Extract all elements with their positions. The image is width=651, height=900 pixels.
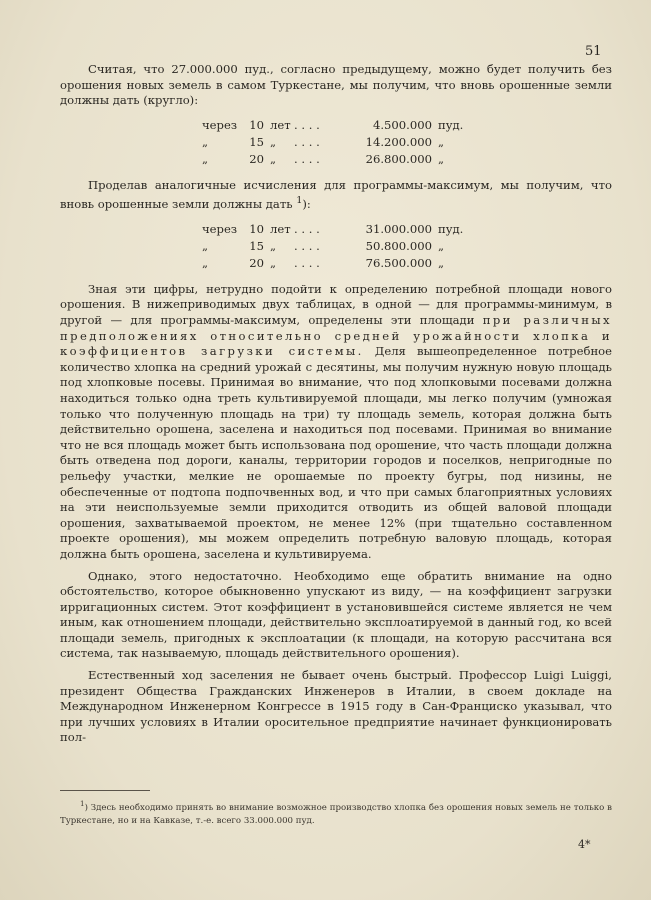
body-text — [60, 62, 612, 752]
table-cell: 20 — [249, 151, 264, 166]
table-row — [202, 117, 612, 134]
paragraph-2-tail: ): — [302, 197, 311, 212]
table-cell: „ — [270, 255, 277, 270]
table-cell: „ — [438, 238, 445, 253]
table-cell: . . . . — [294, 134, 320, 149]
table-row — [202, 134, 612, 151]
table-cell: 15 — [249, 134, 264, 149]
table-cell: „ — [202, 134, 209, 149]
table-cell: „ — [270, 151, 277, 166]
table-cell: „ — [438, 151, 445, 166]
footnote-divider — [60, 790, 150, 791]
table-cell: 14.200.000 — [365, 134, 432, 149]
table-row — [202, 151, 612, 168]
table-cell: лет — [270, 117, 291, 132]
table-cell: „ — [270, 134, 277, 149]
table-cell: пуд. — [438, 221, 464, 236]
signature-mark: 4* — [578, 838, 591, 851]
footnote-text: Здесь необходимо принять во внимание возможное производство хлопка без орошения новых земель не только в Туркестане, но и на Кавказе, т.-е. всего 33.000.000 пуд. — [60, 802, 612, 826]
table-cell: . . . . — [294, 238, 320, 253]
table-cell: „ — [438, 255, 445, 270]
footnote: $^1$) Здесь необходимо принять во внимание возможное производство хлопка без орошения новых земель не только в Туркестане, но и на Кавказе, т.-е. всего 33.000.000 пуд. — [60, 799, 612, 826]
table-cell: . . . . — [294, 151, 320, 166]
table-cell: 50.800.000 — [365, 238, 432, 253]
table-row — [202, 238, 612, 255]
table-maximum — [202, 221, 612, 272]
table-cell: через — [202, 117, 238, 132]
table-row — [202, 255, 612, 272]
table-cell: . . . . — [294, 221, 320, 236]
table-cell: 20 — [249, 255, 264, 270]
table-cell: „ — [202, 151, 209, 166]
table-cell: „ — [202, 255, 209, 270]
table-cell: 26.800.000 — [365, 151, 432, 166]
table-cell: „ — [202, 238, 209, 253]
table-cell: пуд. — [438, 117, 464, 132]
paragraph-1: Считая, что 27.000.000 пуд., согласно предыдущему, можно будет получить без орошения новых земель в самом Туркестане, мы получим, что вновь орошенные земли должны дать (кругло): — [60, 62, 612, 108]
footnote-mark: 1 — [80, 799, 85, 808]
table-cell: . . . . — [294, 117, 320, 132]
paragraph-2-text: Проделав аналогичные исчисления для программы-максимум, мы получим, что вновь орошенные земли должны дать — [60, 177, 612, 212]
footnote-reference: 1 — [296, 195, 303, 207]
table-cell: . . . . — [294, 255, 320, 270]
table-cell: лет — [270, 221, 291, 236]
paragraph-4: Однако, этого недостаточно. Необходимо еще обратить внимание на одно обстоятельство, которое обыкновенно упускают из виду, — на коэффициент загрузки ирригационных систем. Этот коэффициент в установившейся системе является не чем иным, как отношением площади, действительно эксплоатируемой в данный год, ко всей площади земель, пригодных к эксплоатации (к площади, на которую рассчитана вся система, так называемую, площадь действительного орошения). — [60, 568, 612, 661]
table-cell: 10 — [249, 221, 264, 236]
table-cell: 4.500.000 — [372, 117, 432, 132]
paragraph-3 — [60, 282, 612, 563]
table-cell: 76.500.000 — [365, 255, 432, 270]
table-row — [202, 221, 612, 238]
table-cell: через — [202, 221, 238, 236]
table-cell: 10 — [249, 117, 264, 132]
page-number: 51 — [585, 44, 602, 59]
table-minimum — [202, 117, 612, 168]
paragraph-2 — [60, 178, 612, 213]
paragraph-5: Естественный ход заселения не бывает очень быстрый. Профессор Luigi Luiggi, президент Общества Гражданских Инженеров в Италии, в своем докладе на Международном Инженерном Конгрессе в 1915 году в Сан-Франциско указывал, что при лучших условиях в Италии оросительное предприятие начинает функционировать пол- — [60, 668, 612, 745]
paragraph-3-text: Зная эти цифры, нетрудно подойти к определению потребной площади нового орошения. В нижеприводимых двух таблицах, в одной — для программы-минимум, в другой — для программы-максимум, определены эти площади — [60, 281, 612, 328]
table-cell: 15 — [249, 238, 264, 253]
table-cell: 31.000.000 — [365, 221, 432, 236]
paragraph-3-continued: Деля вышеопределенное потребное количество хлопка на средний урожай с десятины, мы получим нужную новую площадь под хлопковые посевы. Принимая во внимание, что под хлопковыми посевами должна находиться только одна треть культивируемой площади, мы легко получим (умножая только что полученную площадь на три) ту площадь земель, которая должна быть действительно орошена, заселена и находиться под посевами. Принимая во внимание что не вся площадь может быть использована под орошение, что часть площади должна быть отведена под дороги, каналы, территории городов и поселков, непригодные по рельефу участки, мелкие не орошаемые по проекту бугры, под низины, не обеспеченные от подтопа подпочвенных вод, и что при самых благоприятных условиях на эти неиспользуемые земли приходится отводить из общей валовой площади орошения, захватываемой проектом, не менее 12% (при тщательно составленном проекте орошения), мы можем определить потребную валовую площадь, которая должна быть орошена, заселена и культивируема. — [60, 344, 613, 561]
table-cell: „ — [270, 238, 277, 253]
paragraph-3-emphasis: при различных предположениях относительно средней урожайности хлопка и коэффициентов загрузки системы. — [60, 313, 612, 359]
table-cell: „ — [438, 134, 445, 149]
